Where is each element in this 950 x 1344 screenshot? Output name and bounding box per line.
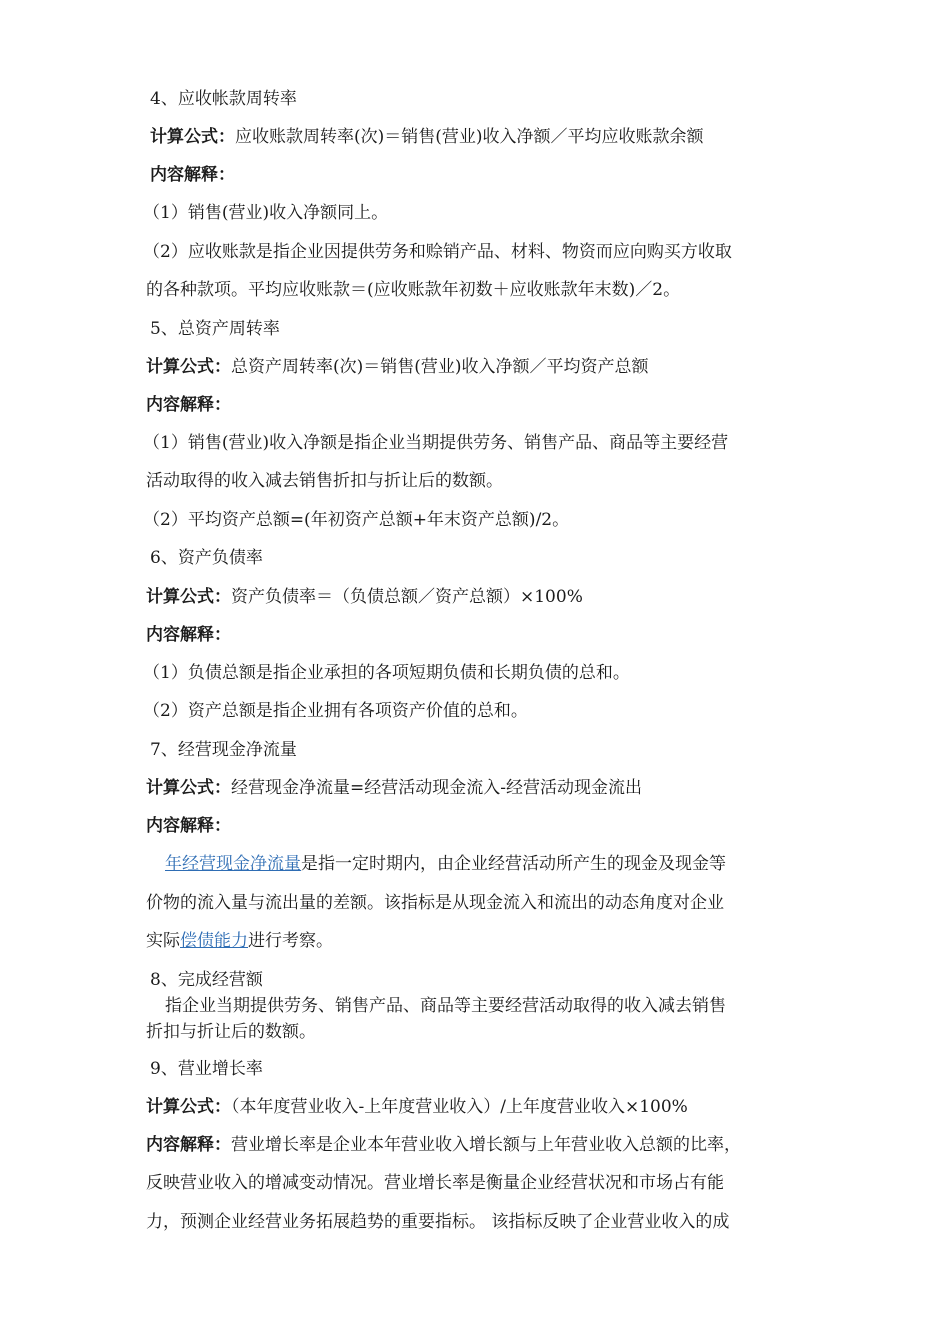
section-5-item-1-line-1: （1）销售(营业)收入净额是指企业当期提供劳务、销售产品、商品等主要经营 <box>143 433 729 453</box>
section-7-paragraph-line-2: 价物的流入量与流出量的差额。该指标是从现金流入和流出的动态角度对企业 <box>146 893 724 913</box>
formula-text: （本年度营业收入-上年度营业收入）/上年度营业收入×100% <box>231 1097 688 1117</box>
section-7-explain-label: 内容解释： <box>146 816 231 836</box>
section-9-formula <box>146 1096 688 1118</box>
formula-text: 资产负债率＝（负债总额／资产总额）×100% <box>231 587 583 607</box>
section-5-formula <box>146 356 649 378</box>
section-8-heading: 8、完成经营额 <box>150 970 263 990</box>
section-4-explain-label: 内容解释： <box>150 165 235 185</box>
section-9-heading: 9、营业增长率 <box>150 1059 263 1079</box>
link-solvency[interactable]: 偿债能力 <box>180 931 248 951</box>
section-6-formula <box>146 586 583 608</box>
section-5-explain-label: 内容解释： <box>146 395 231 415</box>
formula-label: 计算公式： <box>146 587 231 607</box>
paragraph-text: 实际 <box>146 931 180 951</box>
section-9-explain-line-3: 力，预测企业经营业务拓展趋势的重要指标。 该指标反映了企业营业收入的成 <box>146 1212 730 1232</box>
paragraph-text: 是指一定时期内，由企业经营活动所产生的现金及现金等 <box>301 854 726 874</box>
section-4-formula <box>150 126 704 148</box>
section-7-paragraph-line-1 <box>165 853 726 875</box>
section-4-item-2-line-2: 的各种款项。平均应收账款＝(应收账款年初数＋应收账款年末数)／2。 <box>146 280 681 300</box>
section-7-heading: 7、经营现金净流量 <box>150 740 297 760</box>
section-9-explain-line-2: 反映营业收入的增减变动情况。营业增长率是衡量企业经营状况和市场占有能 <box>146 1173 724 1193</box>
section-4-item-1: （1）销售(营业)收入净额同上。 <box>143 203 389 223</box>
formula-text: 经营现金净流量=经营活动现金流入-经营活动现金流出 <box>231 778 642 798</box>
formula-label: 计算公式： <box>146 778 231 798</box>
formula-text: 应收账款周转率(次)＝销售(营业)收入净额／平均应收账款余额 <box>235 127 704 147</box>
section-5-item-1-line-2: 活动取得的收入减去销售折扣与折让后的数额。 <box>146 471 503 491</box>
section-9-explain-line-1 <box>146 1134 741 1156</box>
section-7-paragraph-line-3 <box>146 930 333 952</box>
formula-text: 总资产周转率(次)＝销售(营业)收入净额／平均资产总额 <box>231 357 649 377</box>
section-4-heading: 4、应收帐款周转率 <box>150 89 297 109</box>
section-7-formula <box>146 777 642 799</box>
formula-label: 计算公式： <box>150 127 235 147</box>
section-6-item-2: （2）资产总额是指企业拥有各项资产价值的总和。 <box>143 701 528 721</box>
formula-label: 计算公式： <box>146 357 231 377</box>
section-8-paragraph-line-2: 折扣与折让后的数额。 <box>146 1022 316 1042</box>
section-6-item-1: （1）负债总额是指企业承担的各项短期负债和长期负债的总和。 <box>143 663 630 683</box>
section-6-explain-label: 内容解释： <box>146 625 231 645</box>
section-8-paragraph-line-1: 指企业当期提供劳务、销售产品、商品等主要经营活动取得的收入减去销售 <box>165 996 726 1016</box>
section-5-heading: 5、总资产周转率 <box>150 319 280 339</box>
paragraph-text: 营业增长率是企业本年营业收入增长额与上年营业收入总额的比率， <box>231 1135 741 1155</box>
link-operating-cash-flow[interactable]: 年经营现金净流量 <box>165 854 301 874</box>
formula-label: 计算公式： <box>146 1097 231 1117</box>
paragraph-text: 进行考察。 <box>248 931 333 951</box>
section-5-item-2: （2）平均资产总额=(年初资产总额+年末资产总额)/2。 <box>143 510 570 530</box>
explain-label: 内容解释： <box>146 1135 231 1155</box>
section-4-item-2-line-1: （2）应收账款是指企业因提供劳务和赊销产品、材料、物资而应向购买方收取 <box>143 242 732 262</box>
section-6-heading: 6、资产负债率 <box>150 548 263 568</box>
